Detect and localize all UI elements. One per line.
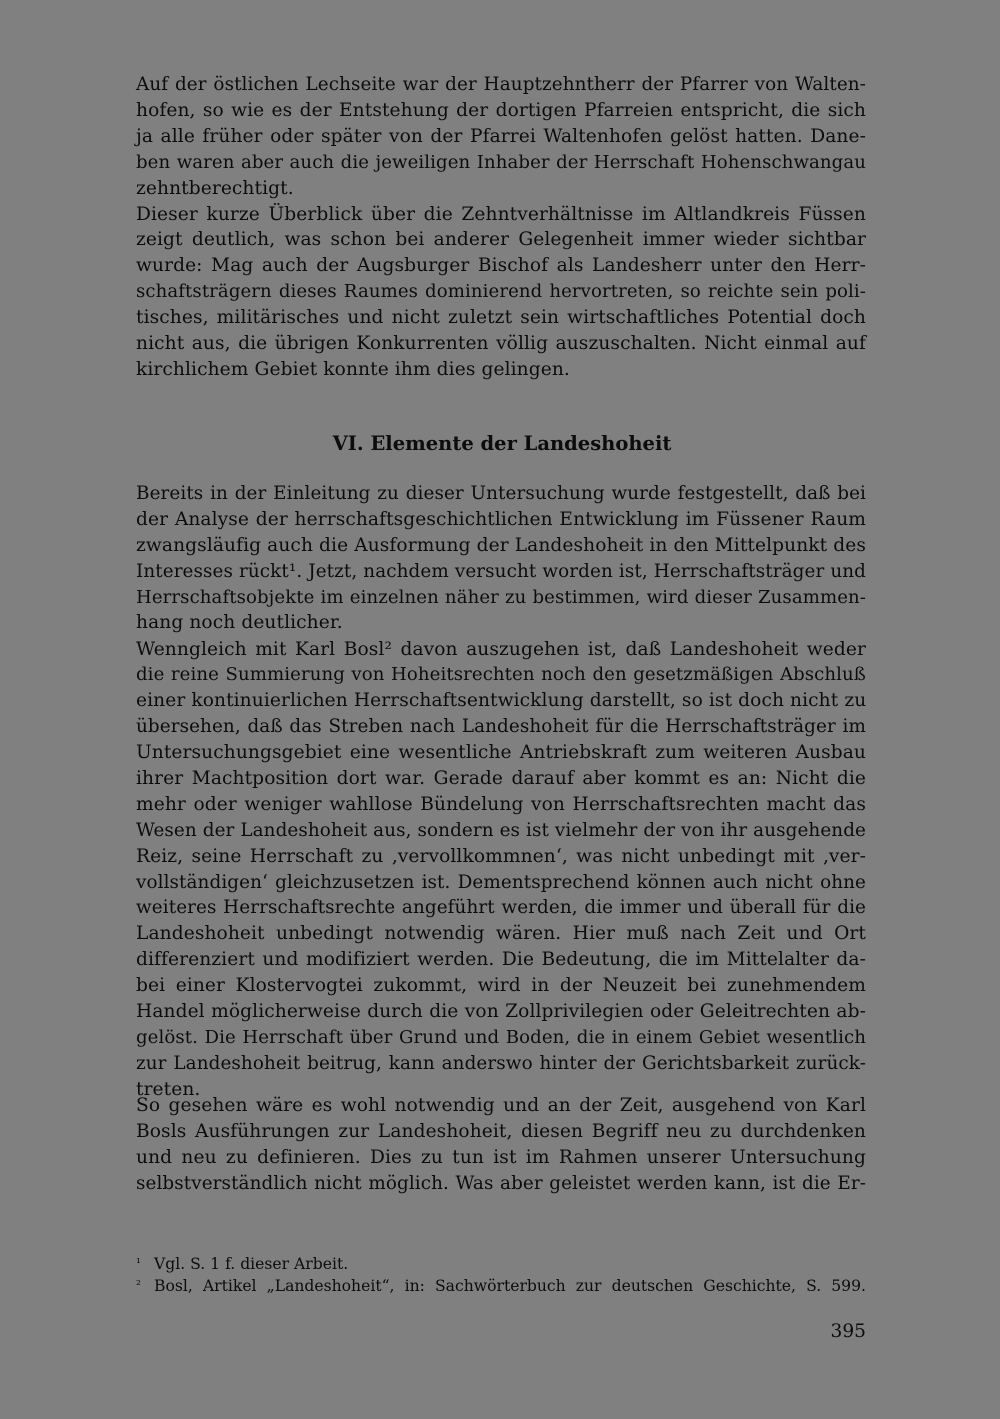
footnote-mark: ²: [136, 1278, 141, 1292]
text-line: Reiz, seine Herrschaft zu ‚vervollkommnen‘, was nicht unbedingt mit ‚ver-: [136, 845, 866, 867]
text-line: Handel möglicherweise durch die von Zollprivilegien oder Geleitrechten ab-: [136, 1000, 866, 1022]
text-line: einer kontinuierlichen Herrschaftsentwicklung darstellt, so ist doch nicht zu: [136, 690, 867, 712]
footnote-text: Vgl. S. 1 f. dieser Arbeit.: [154, 1255, 349, 1273]
text-line: Landeshoheit unbedingt notwendig wären. Hier muß nach Zeit und Ort: [136, 923, 866, 945]
paragraph-1: [136, 72, 866, 201]
text-line: Untersuchungsgebiet eine wesentliche Antriebskraft zum weiteren Ausbau: [136, 742, 866, 764]
text-line: Interesses rückt¹. Jetzt, nachdem versucht worden ist, Herrschaftsträger und: [136, 560, 866, 582]
text-line: zur Landeshoheit beitrug, kann anderswo hinter der Gerichtsbarkeit zurück-: [136, 1052, 866, 1074]
text-line: zehntberechtigt.: [136, 177, 294, 199]
footnotes: [136, 1252, 866, 1296]
text-line: Dieser kurze Überblick über die Zehntverhältnisse im Altlandkreis Füssen: [136, 203, 866, 225]
text-line: wurde: Mag auch der Augsburger Bischof als Landesherr unter den Herr-: [136, 255, 866, 277]
text-line: zwangsläufig auch die Ausformung der Landeshoheit in den Mittelpunkt des: [136, 534, 866, 556]
text-line: ihrer Machtposition dort war. Gerade darauf aber kommt es an: Nicht die: [136, 767, 866, 789]
footnote: [136, 1274, 866, 1296]
text-line: Wesen der Landeshoheit aus, sondern es ist vielmehr der von ihr ausgehende: [136, 819, 866, 841]
paragraph-5: [136, 1093, 866, 1197]
text-line: gelöst. Die Herrschaft über Grund und Boden, die in einem Gebiet wesentlich: [136, 1026, 866, 1048]
text-line: kirchlichem Gebiet konnte ihm dies gelingen.: [136, 358, 570, 380]
footnote: [136, 1252, 866, 1274]
text-line: Wenngleich mit Karl Bosl² davon auszugehen ist, daß Landeshoheit weder: [136, 638, 866, 660]
text-line: der Analyse der herrschaftsgeschichtlichen Entwicklung im Füssener Raum: [136, 508, 866, 530]
text-line: bei einer Klostervogtei zukommt, wird in der Neuzeit bei zunehmendem: [136, 975, 866, 997]
text-line: treten.: [136, 1078, 201, 1100]
text-line: nicht aus, die übrigen Konkurrenten völlig auszuschalten. Nicht einmal auf: [136, 332, 866, 354]
text-line: schaftsträgern dieses Raumes dominierend hervortreten, so reichte sein poli-: [136, 281, 866, 303]
text-line: Herrschaftsobjekte im einzelnen näher zu bestimmen, wird dieser Zusammen-: [136, 586, 866, 608]
text-line: die reine Summierung von Hoheitsrechten noch den gesetzmäßigen Abschluß: [136, 664, 866, 686]
paragraph-4: [136, 637, 866, 1103]
text-line: Auf der östlichen Lechseite war der Hauptzehntherr der Pfarrer von Walten-: [136, 74, 866, 95]
paragraph-2: [136, 202, 866, 383]
text-line: vollständigen‘ gleichzusetzen ist. Dementsprechend können auch nicht ohne: [136, 871, 866, 893]
paragraph-3: [136, 481, 866, 636]
text-line: Bosls Ausführungen zur Landeshoheit, diesen Begriff neu zu durchdenken: [136, 1120, 866, 1142]
text-line: zeigt deutlich, was schon bei anderer Gelegenheit immer wieder sichtbar: [136, 229, 866, 251]
text-line: Bereits in der Einleitung zu dieser Untersuchung wurde festgestellt, daß bei: [136, 483, 866, 504]
footnote-mark: ¹: [136, 1256, 141, 1270]
text-line: ben waren aber auch die jeweiligen Inhaber der Herrschaft Hohenschwangau: [136, 151, 866, 173]
footnote-text: Bosl, Artikel „Landeshoheit“, in: Sachwörterbuch zur deutschen Geschichte, S. 599.: [154, 1277, 866, 1295]
text-line: differenziert und modifiziert werden. Die Bedeutung, die im Mittelalter da-: [136, 949, 866, 971]
text-line: und neu zu definieren. Dies zu tun ist im Rahmen unserer Untersuchung: [136, 1146, 866, 1168]
section-heading: VI. Elemente der Landeshoheit: [332, 432, 672, 455]
text-line: ja alle früher oder später von der Pfarrei Waltenhofen gelöst hatten. Dane-: [136, 125, 866, 147]
text-line: hofen, so wie es der Entstehung der dortigen Pfarreien entspricht, die sich: [136, 99, 866, 121]
text-line: So gesehen wäre es wohl notwendig und an der Zeit, ausgehend von Karl: [136, 1095, 866, 1116]
text-line: übersehen, daß das Streben nach Landeshoheit für die Herrschaftsträger im: [136, 716, 866, 738]
text-line: selbstverständlich nicht möglich. Was aber geleistet werden kann, ist die Er-: [136, 1172, 866, 1194]
text-line: weiteres Herrschaftsrechte angeführt werden, die immer und überall für die: [136, 897, 866, 919]
text-line: mehr oder weniger wahllose Bündelung von Herrschaftsrechten macht das: [136, 793, 866, 815]
page-number: 395: [830, 1321, 866, 1342]
text-line: hang noch deutlicher.: [136, 612, 343, 634]
text-line: tisches, militärisches und nicht zuletzt sein wirtschaftliches Potential doch: [136, 307, 866, 329]
